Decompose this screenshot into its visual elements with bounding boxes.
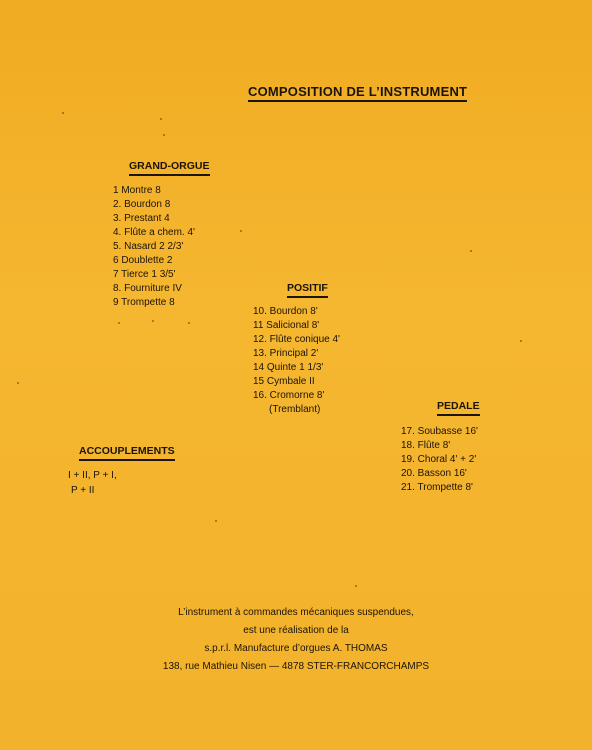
stop-item: 19. Choral 4' + 2' [401, 454, 477, 465]
stop-item: 16. Cromorne 8' [253, 390, 325, 401]
stop-item: 6 Doublette 2 [113, 255, 173, 266]
stop-item: 17. Soubasse 16' [401, 426, 478, 437]
pedale-heading: PEDALE [437, 400, 480, 416]
stop-item: (Tremblant) [269, 404, 321, 415]
stop-item: 7 Tierce 1 3/5' [113, 269, 176, 280]
stop-item: 20. Basson 16' [401, 468, 467, 479]
speck [163, 134, 165, 136]
page-title: COMPOSITION DE L’INSTRUMENT [248, 84, 467, 102]
footer-address: 138, rue Mathieu Nisen — 4878 STER-FRANCORCHAMPS [162, 661, 430, 672]
speck [240, 230, 242, 232]
speck [62, 112, 64, 114]
speck [470, 250, 472, 252]
grand-orgue-heading: GRAND-ORGUE [129, 160, 210, 176]
stop-item: 1 Montre 8 [113, 185, 161, 196]
stop-item: 2. Bourdon 8 [113, 199, 171, 210]
speck [215, 520, 217, 522]
speck [160, 118, 162, 120]
stop-item: 18. Flûte 8' [401, 440, 451, 451]
speck [520, 340, 522, 342]
stop-item: 8. Fourniture IV [113, 283, 182, 294]
stop-item: 3. Prestant 4 [113, 213, 170, 224]
footer-line: s.p.r.l. Manufacture d’orgues A. THOMAS [204, 643, 388, 654]
stop-item: 4. Flûte a chem. 4' [113, 227, 195, 238]
positif-heading: POSITIF [287, 282, 328, 298]
coupler-line: P + II [71, 485, 95, 496]
speck [118, 322, 120, 324]
footer-credits [0, 604, 592, 676]
stop-item: 11 Salicional 8' [253, 320, 320, 331]
speck [17, 382, 19, 384]
positif-stop-list [253, 305, 340, 417]
stop-item: 21. Trompette 8' [401, 482, 473, 493]
footer-line: L’instrument à commandes mécaniques suspendues, [178, 607, 414, 618]
speck [188, 322, 190, 324]
speck [152, 320, 154, 322]
stop-item: 13. Principal 2' [253, 348, 319, 359]
stop-item: 10. Bourdon 8' [253, 306, 318, 317]
accouplements-heading: ACCOUPLEMENTS [79, 445, 175, 461]
stop-item: 14 Quinte 1 1/3' [253, 362, 324, 373]
footer-line: est une réalisation de la [243, 625, 349, 636]
stop-item: 15 Cymbale II [253, 376, 315, 387]
stop-item: 5. Nasard 2 2/3' [113, 241, 184, 252]
coupler-line: I + II, P + I, [68, 470, 117, 481]
accouplements-list [68, 468, 117, 498]
grand-orgue-stop-list [113, 184, 195, 310]
speck [355, 585, 357, 587]
stop-item: 12. Flûte conique 4' [253, 334, 340, 345]
pedale-stop-list [401, 425, 478, 495]
stop-item: 9 Trompette 8 [113, 297, 175, 308]
